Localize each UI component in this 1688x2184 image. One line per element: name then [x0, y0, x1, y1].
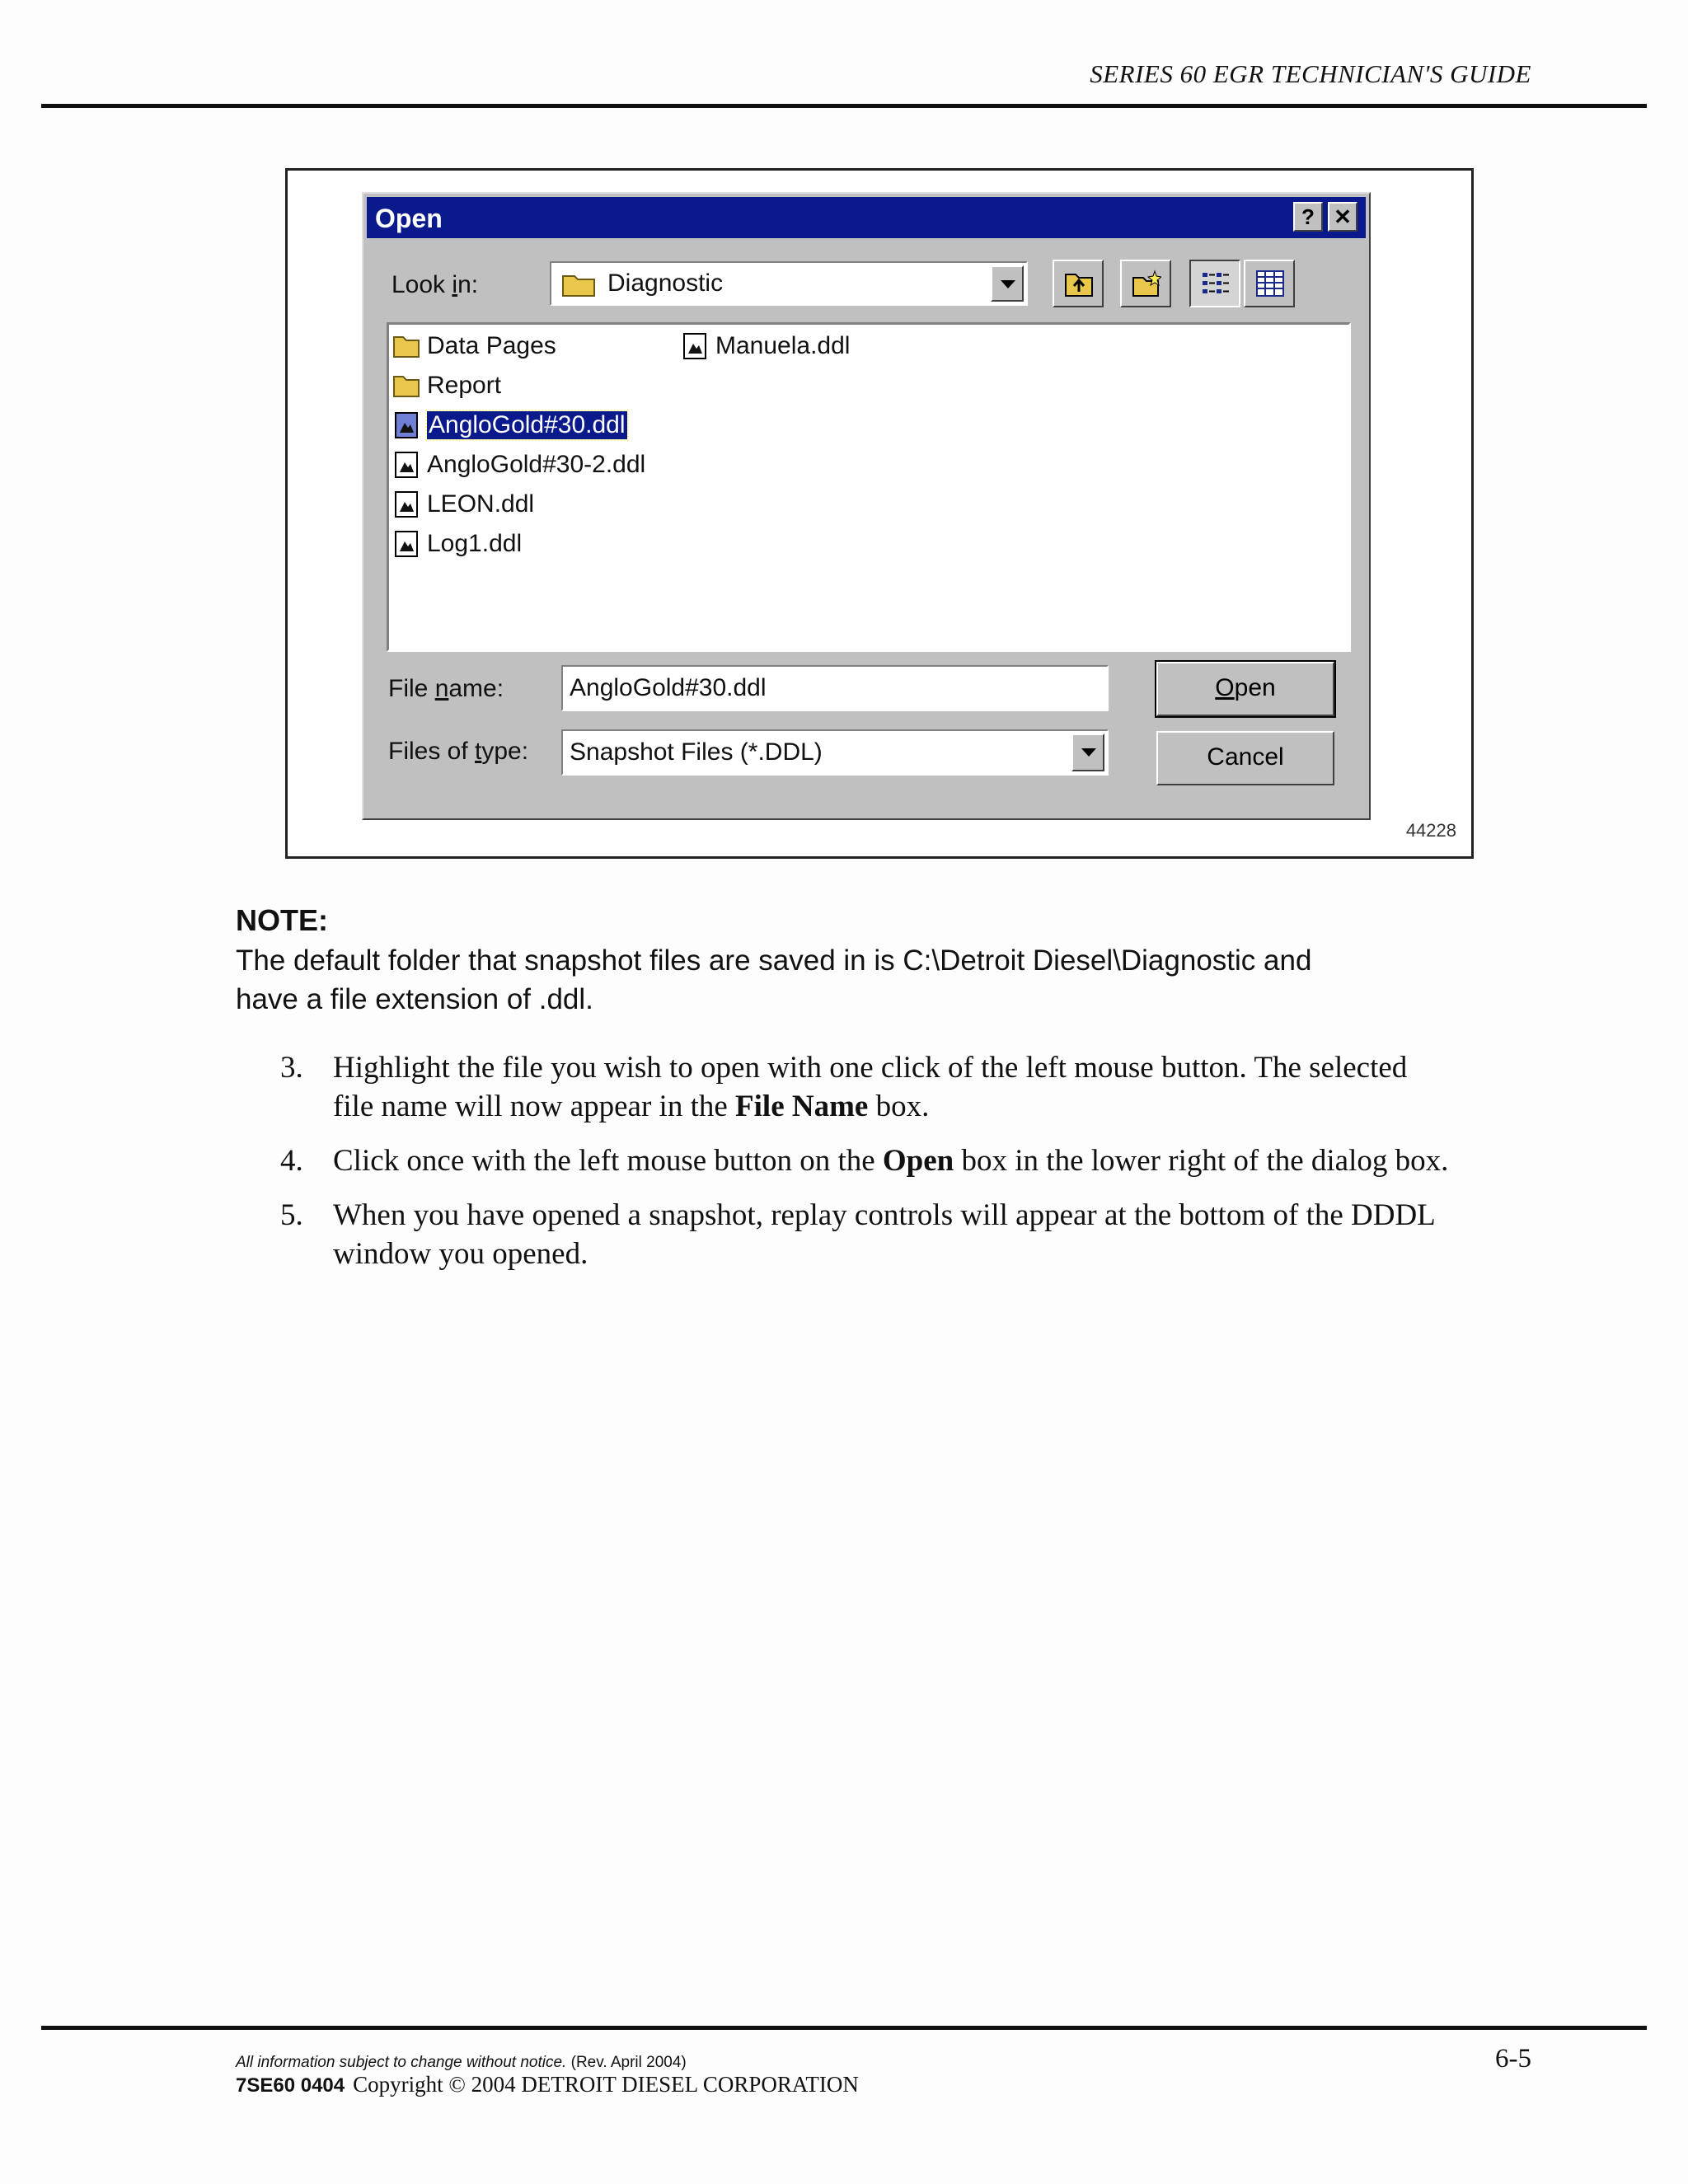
step-5: 5. When you have opened a snapshot, replay controls will appear at the bottom of the DDDL window you opened.: [280, 1198, 1436, 1271]
page-number: 6-5: [1495, 2044, 1531, 2074]
dialog-title: Open: [375, 204, 443, 233]
file-list[interactable]: [387, 322, 1351, 652]
chevron-down-icon[interactable]: [991, 265, 1024, 302]
ddl-file-icon: [392, 411, 420, 439]
dialog-titlebar[interactable]: [367, 197, 1366, 238]
create-new-folder-icon: [1132, 269, 1161, 298]
file-name-input[interactable]: AngloGold#30.ddl: [561, 665, 1109, 711]
chevron-down-icon[interactable]: [1071, 733, 1104, 771]
figure-frame: [285, 168, 1474, 859]
steps-list: [272, 1048, 1541, 1289]
folder-icon: [392, 332, 420, 360]
ddl-file-icon: [681, 332, 709, 360]
details-view-icon: [1255, 269, 1285, 298]
file-item[interactable]: Log1.ddl: [392, 526, 522, 562]
step-4: 4. Click once with the left mouse button on the Open box in the lower right of the dialog box.: [280, 1144, 1449, 1178]
file-item[interactable]: Data Pages: [392, 328, 556, 364]
up-one-level-button[interactable]: [1053, 260, 1104, 307]
header-rule: [41, 104, 1647, 108]
folder-icon: [561, 271, 598, 298]
file-type-select[interactable]: Snapshot Files (*.DDL): [561, 729, 1109, 776]
close-icon: ✕: [1334, 204, 1352, 229]
list-view-button[interactable]: [1189, 260, 1240, 307]
running-header: SERIES 60 EGR TECHNICIAN'S GUIDE: [1090, 59, 1531, 88]
ddl-file-icon: [392, 451, 420, 479]
file-item[interactable]: LEON.ddl: [392, 486, 534, 523]
step-3: 3. Highlight the file you wish to open with one click of the left mouse button. The selected file name will now appear in the File Name box.: [280, 1051, 1408, 1123]
file-item[interactable]: Report: [392, 368, 501, 404]
close-button[interactable]: [1328, 202, 1357, 232]
note-body: The default folder that snapshot files are saved in is C:\Detroit Diesel\Diagnostic and have a file extension of .ddl.: [236, 944, 1312, 1015]
note-heading: NOTE:: [236, 903, 328, 937]
figure-number: 44228: [1405, 820, 1456, 841]
look-in-value: Diagnostic: [607, 269, 724, 297]
folder-icon: [392, 372, 420, 400]
details-view-button[interactable]: [1244, 260, 1295, 307]
file-name-label: File name:: [388, 675, 504, 702]
open-button[interactable]: Open: [1156, 662, 1334, 716]
file-type-label: Files of type:: [388, 738, 529, 765]
open-dialog: [362, 192, 1371, 820]
ddl-file-icon: [392, 530, 420, 558]
file-item[interactable]: Manuela.ddl: [681, 328, 850, 364]
list-view-icon: [1201, 269, 1231, 298]
help-button[interactable]: ?: [1293, 202, 1323, 232]
create-new-folder-button[interactable]: [1120, 260, 1171, 307]
look-in-label: Look in:: [392, 271, 479, 298]
file-item-selected[interactable]: AngloGold#30.ddl: [392, 407, 627, 443]
ddl-file-icon: [392, 490, 420, 518]
cancel-button[interactable]: Cancel: [1156, 731, 1334, 785]
look-in-combo[interactable]: [550, 261, 1028, 306]
footer-notice: All information subject to change without notice. (Rev. April 2004): [236, 2054, 687, 2071]
file-item[interactable]: AngloGold#30-2.ddl: [392, 447, 645, 483]
footer-rule: [41, 2026, 1647, 2030]
up-one-level-icon: [1064, 269, 1094, 298]
footer-copyright: 7SE60 0404 Copyright © 2004 DETROIT DIESEL CORPORATION: [236, 2072, 859, 2097]
